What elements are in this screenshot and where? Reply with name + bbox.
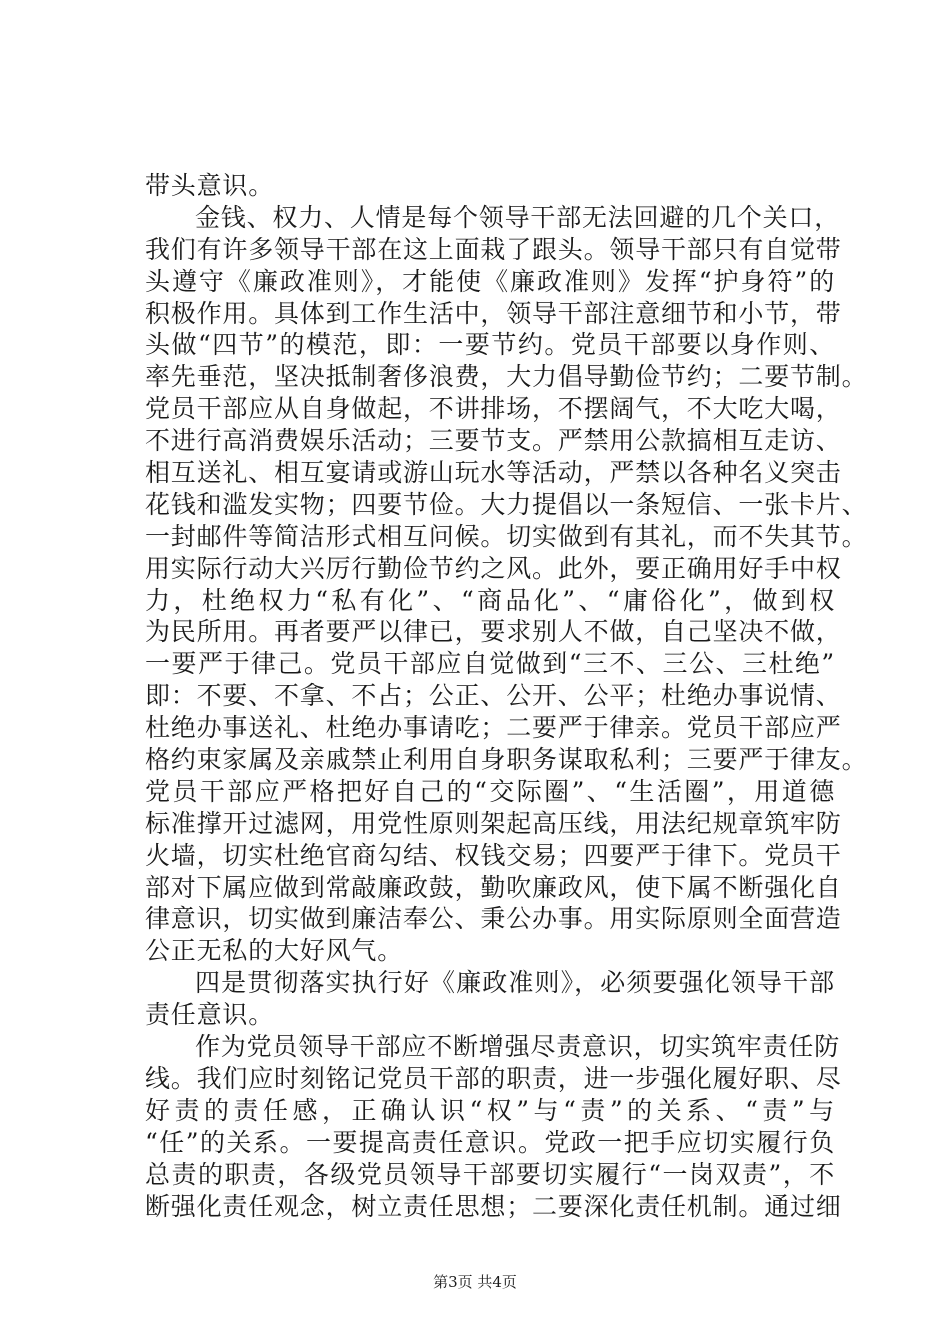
text-line: 不进行高消费娱乐活动；三要节支。严禁用公款搞相互走访、: [145, 426, 842, 456]
text-line: 公正无私的大好风气。: [145, 936, 404, 966]
text-line: 率先垂范，坚决抵制奢侈浪费，大力倡导勤俭节约；二要节制。: [145, 362, 868, 392]
text-line: 为民所用。再者要严以律已，要求别人不做，自己坚决不做，: [145, 617, 842, 647]
text-line: 金钱、权力、人情是每个领导干部无法回避的几个关口，: [195, 202, 841, 232]
text-line: 标准撑开过滤网，用党性原则架起高压线，用法纪规章筑牢防: [145, 808, 842, 838]
text-line: 积极作用。具体到工作生活中，领导干部注意细节和小节，带: [145, 298, 842, 328]
text-line: 一封邮件等简洁形式相互问候。切实做到有其礼，而不失其节。: [145, 521, 868, 551]
text-line: 格约束家属及亲戚禁止利用自身职务谋取私利；三要严于律友。: [145, 745, 868, 775]
page-footer: 第3页 共4页: [433, 1273, 517, 1291]
text-line: 即：不要、不拿、不占；公正、公开、公平；杜绝办事说情、: [145, 681, 842, 711]
text-line: 责任意识。: [145, 1000, 275, 1030]
text-line: 头遵守《廉政准则》，才能使《廉政准则》发挥“护身符”的: [145, 266, 835, 296]
text-line: 作为党员领导干部应不断增强尽责意识，切实筑牢责任防: [195, 1032, 841, 1062]
text-line: 一要严于律己。党员干部应自觉做到“三不、三公、三杜绝”: [145, 649, 835, 679]
body-text: [145, 170, 868, 1222]
text-line: 杜绝办事送礼、杜绝办事请吃；二要严于律亲。党员干部应严: [145, 713, 842, 743]
text-line: 党员干部应严格把好自己的“交际圈”、“生活圈”，用道德: [145, 776, 835, 806]
text-line: 花钱和滥发实物；四要节俭。大力提倡以一条短信、一张卡片、: [145, 489, 868, 519]
text-line: 部对下属应做到常敲廉政鼓，勤吹廉政风，使下属不断强化自: [145, 872, 842, 902]
text-line: 线。我们应时刻铭记党员干部的职责，进一步强化履好职、尽: [145, 1063, 842, 1093]
text-line: 头做“四节”的模范，即：一要节约。党员干部要以身作则、: [145, 330, 835, 360]
text-line: 好责的责任感，正确认识“权”与“责”的关系、“责”与: [145, 1095, 835, 1125]
text-line: 火墙，切实杜绝官商勾结、权钱交易；四要严于律下。党员干: [145, 840, 842, 870]
text-line: “任”的关系。一要提高责任意识。党政一把手应切实履行负: [145, 1127, 835, 1157]
text-line: 总责的职责，各级党员领导干部要切实履行“一岗双责”，不: [145, 1159, 835, 1189]
text-line: 四是贯彻落实执行好《廉政准则》，必须要强化领导干部: [195, 968, 835, 998]
text-line: 我们有许多领导干部在这上面栽了跟头。领导干部只有自觉带: [145, 234, 842, 264]
text-line: 力，杜绝权力“私有化”、“商品化”、“庸俗化”，做到权: [145, 585, 835, 615]
text-line: 律意识，切实做到廉洁奉公、秉公办事。用实际原则全面营造: [145, 904, 842, 934]
text-line: 党员干部应从自身做起，不讲排场，不摆阔气，不大吃大喝，: [145, 394, 842, 424]
text-line: 断强化责任观念，树立责任思想；二要深化责任机制。通过细: [145, 1191, 842, 1221]
text-line: 带头意识。: [145, 171, 275, 200]
text-line: 用实际行动大兴厉行勤俭节约之风。此外，要正确用好手中权: [145, 553, 842, 583]
text-line: 相互送礼、相互宴请或游山玩水等活动，严禁以各种名义突击: [145, 458, 842, 488]
